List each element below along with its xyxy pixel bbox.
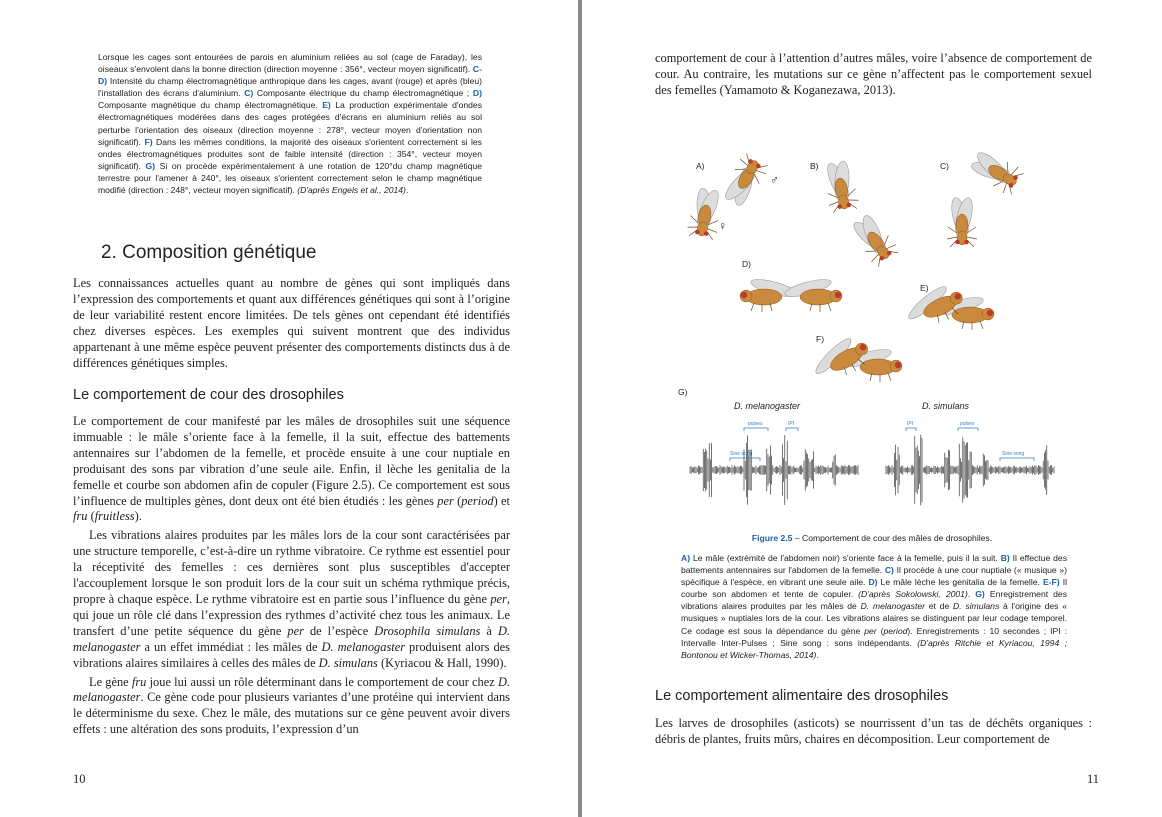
ipi-label-sim: IPI bbox=[907, 421, 914, 427]
waveform-melanogaster bbox=[690, 435, 858, 505]
paragraph-wing-vibrations: Les vibrations alaires produites par les mâles lors de la cour sont caractérisées par une structure temporelle, c’est-à-dire un rythme vibratoire. Ce rythme est essentiel pour la réceptivité des femelles : ces dernières sont plus susceptibles d'accepter l'accouplement lorsque le son produit lors de la cour suit un schéma rythmique précis, propre à chaque espèce. Le rythme vibratoire est en partie sous l’influence du gène per, qui joue un rôle clé dans l’expression des rythmes d’activité chez tous les animaux. Le transfert d’une petite séquence du gène per de l’espèce Drosophila simulans à D. melanogaster a un effet immédiat : les mâles de D. melanogaster produisent alors des vibrations alaires similaires à celles des mâles de D. simulans (Kyriacou & Hall, 1990). bbox=[73, 528, 510, 670]
panel-label-f: F) bbox=[816, 334, 825, 344]
species-label-melanogaster: D. melanogaster bbox=[734, 401, 801, 411]
figure-caption-continued: Lorsque les cages sont entourées de parois en aluminium reliées au sol (cage de Faraday), les oiseaux s'envolent dans la bonne direction (direction moyenne : 356°, vecteur moyen significatif). C-D) Intensité du champ électromagnétique anthropique dans les cages, avant (rouge) et après (bleu) l'installation des écrans d'aluminium. C) Composante électrique du champ électromagnétique ; D) Composante magnétique du champ électromagnétique. E) La production expérimentale d'ondes électromagnétiques modérées dans des cages protégées d'écrans en aluminium reliés au sol perturbe l'orientation des oiseaux (direction moyenne : 278°, vecteur moyen d'orientation non significatif). F) Dans les mêmes conditions, la majorité des oiseaux s'orientent correctement si les ondes électromagnétiques produites sont de faible intensité (direction : 354°, vecteur moyen significatif). G) Si on procède expérimentalement à une rotation de 120°du champ magnétique terrestre pour l'amener à 240°, les oiseaux s'orientent correctement selon le champ magnétique modifié (direction : 248°, vecteur moyen significatif). (D'après Engels et al., 2014). bbox=[98, 52, 482, 196]
paragraph-fru-gene: Le gène fru joue lui aussi un rôle déterminant dans le comportement de cour chez D. melanogaster. Ce gène code pour plusieurs variantes d’une protéine qui intervient dans le déterminisme du sexe. Chez le mâle, des mutations sur ce gène peuvent avoir divers effets : une altération des sons produits, l’expression d’un bbox=[73, 674, 511, 737]
figure-title: Figure 2.5 – Comportement de cour des mâles de drosophiles. bbox=[751, 533, 993, 543]
panel-label-c: C) bbox=[940, 161, 949, 171]
page-number: 11 bbox=[1087, 772, 1100, 786]
panel-label-g: G) bbox=[678, 387, 688, 397]
fly-male-c bbox=[966, 146, 1025, 197]
section-heading: 2. Composition génétique bbox=[101, 242, 317, 263]
waveform-annotations bbox=[730, 428, 1034, 461]
panel-label-d: D) bbox=[742, 259, 751, 269]
courtship-text bbox=[73, 414, 510, 738]
fly-male-b bbox=[847, 209, 901, 268]
fly-male-d bbox=[783, 276, 842, 312]
right-page bbox=[582, 0, 1162, 817]
species-label-simulans: D. simulans bbox=[922, 401, 970, 411]
figure-caption: A) Le mâle (extrémité de l'abdomen noir) s'oriente face à la femelle, puis il la suit. B) Il effectue des battements antennaires sur l'abdomen de la femelle. C) Il procède à une cour nuptiale (« musique ») spécifique à l'espèce, en vibrant une seule aile. D) Le mâle lèche les genitalia de la femelle. E-F) Il courbe son abdomen et tente de copuler. (D'après Sokolowski, 2001). G) Enregistrement des vibrations alaires produites par les mâles de D. melanogaster et de D. simulans à l'origine des « musiques » nuptiales lors de la cour. Les vibrations alaires se distinguent par leur codage temporel. Ce codage est sous la dépendance du gène per (period). Enregistrements : 10 secondes ; IPI : Intervalle Inter-Pulses ; Sine song : sons indépendants. (D'après Ritchie et Kyriacou, 1994 ; Bontonou et Wicker-Thomas, 2014). bbox=[681, 553, 1068, 660]
paragraph-intro: Les connaissances actuelles quant au nombre de gènes qui sont impliqués dans l’expression des comportements et quant aux différences génétiques qui sont à l’origine de leur variabilité restent encore limitées. De tels gènes ont cependant été identifiés chez diverses espèces. Les exemples qui suivent montrent que des individus appartenant à une même espèce peuvent présenter des comportements distincts dus à de différences génétiques simples. bbox=[73, 276, 510, 370]
paragraph-feeding: Les larves de drosophiles (asticots) se nourrissent d’un tas de déchêts organiques : débris de plantes, fruits mûrs, chaires en décomposition. Leur comportement de bbox=[655, 716, 1092, 746]
page-number: 10 bbox=[73, 772, 86, 786]
left-page bbox=[0, 0, 578, 817]
pulses-label-sim: pulses bbox=[960, 421, 975, 427]
sine-song-label-mel: Sine song bbox=[730, 451, 753, 457]
panel-label-b: B) bbox=[810, 161, 819, 171]
fly-female-c bbox=[947, 196, 977, 247]
fly-female-b bbox=[822, 158, 860, 213]
courtship-illustration bbox=[682, 135, 1062, 530]
paragraph-continued: comportement de cour à l’attention d’autres mâles, voire l’absence de comportement de cour. Au contraire, les mutations sur ce gène n’affectent pas le comportement sexuel des femelles (Yamamoto & Koganezawa, 2013). bbox=[655, 51, 1092, 97]
sine-song-label-sim: Sine song bbox=[1002, 451, 1025, 457]
male-symbol: ♂ bbox=[770, 173, 779, 187]
panel-label-e: E) bbox=[920, 283, 929, 293]
female-symbol: ♀ bbox=[718, 219, 727, 233]
ipi-label-mel: IPI bbox=[788, 421, 795, 427]
waveform-simulans bbox=[886, 435, 1054, 506]
figure-2-5 bbox=[678, 135, 1062, 543]
pulses-label-mel: pulses bbox=[748, 421, 763, 427]
panel-label-a: A) bbox=[696, 161, 705, 171]
subsection-heading-feeding: Le comportement alimentaire des drosophiles bbox=[655, 688, 949, 704]
subsection-heading-courtship: Le comportement de cour des drosophiles bbox=[73, 387, 344, 403]
paragraph-courtship-sequence: Le comportement de cour manifesté par les mâles de drosophiles suit une séquence immuable : le mâle s’oriente face à la femelle, il la suit, effectue des battements antennaires sur l’abdomen de la femelle, et procède ensuite à une cour nuptiale en produisant des sons par vibration d’une seule aile. Enfin, il lèche les genitalia de la femelle et courbe son abdomen afin de copuler (Figure 2.5). Ce comportement est sous l’influence de multiples gènes, dont deux ont été bien étudiés : les gènes per (period) et fru (fruitless). bbox=[73, 414, 510, 524]
fly-male-a bbox=[719, 152, 770, 211]
